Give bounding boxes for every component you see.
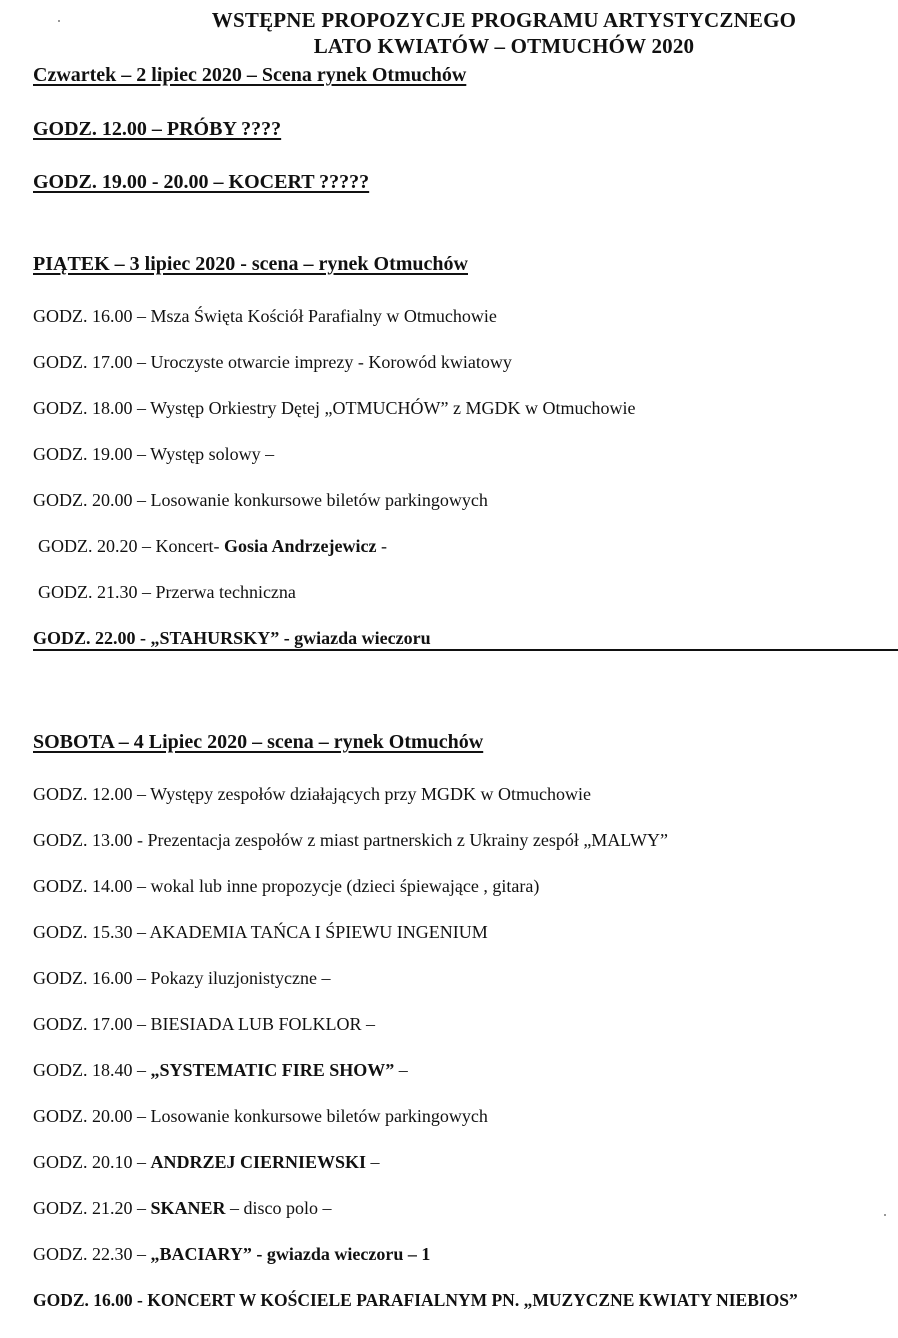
- saturday-item-baciary-prefix: GODZ. 22.30 –: [33, 1244, 151, 1264]
- saturday-heading: SOBOTA – 4 Lipiec 2020 – scena – rynek Otmuchów: [33, 731, 484, 753]
- friday-item-break: GODZ. 21.30 – Przerwa techniczna: [38, 582, 296, 602]
- saturday-item-folklore: GODZ. 17.00 – BIESIADA LUB FOLKLOR –: [33, 1014, 375, 1034]
- section-divider: [33, 649, 898, 651]
- saturday-item-fire-show-prefix: GODZ. 18.40 –: [33, 1060, 151, 1080]
- saturday-item-fire-show-suffix: –: [394, 1060, 408, 1080]
- friday-item-headliner: GODZ. 22.00 - „STAHURSKY” - gwiazda wieczoru: [33, 628, 431, 648]
- saturday-item-cierniewski-suffix: –: [366, 1152, 380, 1172]
- saturday-item-skaner-suffix: – disco polo –: [225, 1198, 332, 1218]
- document-title-line-1: WSTĘPNE PROPOZYCJE PROGRAMU ARTYSTYCZNEGO: [211, 8, 797, 32]
- friday-item-orchestra: GODZ. 18.00 – Występ Orkiestry Dętej „OTMUCHÓW” z MGDK w Otmuchowie: [33, 398, 636, 418]
- saturday-item-skaner: [33, 1197, 332, 1219]
- thursday-item-concert: GODZ. 19.00 - 20.00 – KOCERT ?????: [33, 171, 370, 193]
- saturday-item-mgdk-groups: GODZ. 12.00 – Występy zespołów działających przy MGDK w Otmuchowie: [33, 784, 591, 804]
- friday-item-concert-suffix: -: [376, 536, 387, 556]
- friday-item-concert: [38, 535, 387, 557]
- thursday-item-rehearsal: GODZ. 12.00 – PRÓBY ????: [33, 118, 282, 140]
- saturday-item-skaner-prefix: GODZ. 21.20 –: [33, 1198, 151, 1218]
- saturday-item-cierniewski: [33, 1151, 380, 1173]
- saturday-item-church-concert: GODZ. 16.00 - KONCERT W KOŚCIELE PARAFIALNYM PN. „MUZYCZNE KWIATY NIEBIOS”: [33, 1290, 798, 1310]
- document-title-line-2: LATO KWIATÓW – OTMUCHÓW 2020: [313, 34, 695, 58]
- saturday-item-skaner-name: SKANER: [150, 1198, 226, 1218]
- saturday-item-cierniewski-name: ANDRZEJ CIERNIEWSKI: [150, 1152, 367, 1172]
- thursday-heading: Czwartek – 2 lipiec 2020 – Scena rynek Otmuchów: [33, 64, 467, 86]
- saturday-item-illusion: GODZ. 16.00 – Pokazy iluzjonistyczne –: [33, 968, 331, 988]
- friday-heading: PIĄTEK – 3 lipiec 2020 - scena – rynek Otmuchów: [33, 253, 468, 275]
- saturday-item-ukraine: GODZ. 13.00 - Prezentacja zespołów z miast partnerskich z Ukrainy zespół „MALWY”: [33, 830, 668, 850]
- scan-speck: [884, 1214, 886, 1216]
- scan-speck: [58, 20, 60, 22]
- saturday-item-vocals: GODZ. 14.00 – wokal lub inne propozycje (dzieci śpiewające , gitara): [33, 876, 540, 896]
- friday-item-solo: GODZ. 19.00 – Występ solowy –: [33, 444, 275, 464]
- friday-item-mass: GODZ. 16.00 – Msza Święta Kościół Parafialny w Otmuchowie: [33, 306, 497, 326]
- friday-item-lottery: GODZ. 20.00 – Losowanie konkursowe biletów parkingowych: [33, 490, 488, 510]
- friday-item-concert-prefix: GODZ. 20.20 – Koncert-: [38, 536, 224, 556]
- saturday-item-fire-show-name: „SYSTEMATIC FIRE SHOW”: [150, 1060, 395, 1080]
- saturday-item-fire-show: [33, 1059, 408, 1081]
- saturday-item-baciary-name: „BACIARY” - gwiazda wieczoru – 1: [150, 1244, 431, 1264]
- saturday-item-cierniewski-prefix: GODZ. 20.10 –: [33, 1152, 151, 1172]
- saturday-item-ingenium: GODZ. 15.30 – AKADEMIA TAŃCA I ŚPIEWU INGENIUM: [33, 922, 488, 942]
- saturday-item-lottery: GODZ. 20.00 – Losowanie konkursowe biletów parkingowych: [33, 1106, 488, 1126]
- friday-item-opening: GODZ. 17.00 – Uroczyste otwarcie imprezy - Korowód kwiatowy: [33, 352, 512, 372]
- friday-item-concert-artist: Gosia Andrzejewicz: [223, 536, 377, 556]
- saturday-item-baciary: [33, 1243, 430, 1265]
